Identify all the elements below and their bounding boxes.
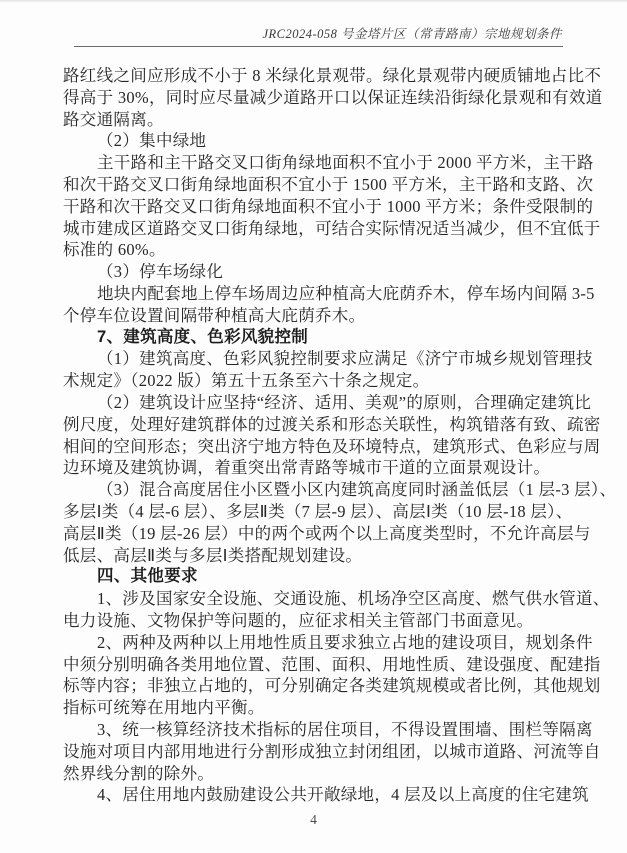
text-line: 边环境及建筑协调，着重突出常青路等城市干道的立面景观设计。 [63, 458, 551, 478]
text-line: 相间的空间形态；突出济宁地方特色及环境特点，建筑形式、色彩应与周 [63, 436, 601, 456]
text-line: 低层、高层Ⅱ类与多层Ⅰ类搭配规划建设。 [63, 545, 363, 565]
text-line: 中须分别明确各类用地位置、范围、面积、用地性质、建设强度、配建指 [63, 654, 601, 674]
text-line: 指标可统筹在用地内平衡。 [63, 698, 265, 718]
text-line: 标等内容；非独立占地的，可分别确定各类建筑规模或者比例，其他规划 [63, 676, 601, 696]
text-line: 1、涉及国家安全设施、交通设施、机场净空区高度、燃气供水管道、 [97, 589, 610, 609]
text-line: 2、两种及两种以上用地性质且要求独立占地的建设项目，规划条件 [97, 632, 593, 652]
text-line: 个停车位设置间隔带种植高大庇荫乔木。 [63, 305, 366, 325]
text-line: 得高于 30%，同时应尽量减少道路开口以保证连续沿街绿化景观和有效道 [63, 87, 603, 107]
header-title: JRC2024-058 号金塔片区（常青路南）宗地规划条件 [262, 27, 562, 41]
text-line: 干路和次干路交叉口街角绿地面积不宜小于 1000 平方米；条件受限制的 [63, 196, 594, 216]
text-line: 术规定》（2022 版）第五十五条至六十条之规定。 [63, 371, 430, 391]
text-line: 路红线之间应形成不小于 8 米绿化景观带。绿化景观带内硬质铺地占比不 [63, 66, 602, 85]
text-line: 和次干路交叉口街角绿地面积不宜小于 1500 平方米，主干路和支路、次 [63, 174, 594, 194]
text-line: 例尺度，处理好建筑群体的过渡关系和形态关联性，构筑错落有致、疏密 [63, 414, 601, 434]
text-line: （2）集中绿地 [97, 131, 207, 151]
text-line: 四、其他要求 [97, 567, 198, 586]
text-line: 高层Ⅱ类（19 层-26 层）中的两个或两个以上高度类型时，不允许高层与 [63, 523, 591, 543]
text-line: 城市建成区道路交叉口街角绿地，可结合实际情况适当减少，但不宜低于 [63, 218, 601, 238]
text-line: 设施对项目内部用地进行分割形成独立封闭组团，以城市道路、河流等自 [63, 741, 601, 761]
header-divider [74, 46, 563, 47]
text-line: 7、建筑高度、色彩风貌控制 [97, 327, 309, 346]
text-line: 然界线分割的除外。 [63, 763, 215, 783]
text-line: 3、统一核算经济技术指标的居住项目，不得设置围墙、围栏等隔离 [97, 719, 593, 739]
scan-edge-artifact [0, 0, 627, 3]
text-line: 主干路和主干路交叉口街角绿地面积不宜小于 2000 平方米，主干路 [97, 153, 594, 173]
text-line: 4、居住用地内鼓励建设公共开敞绿地，4 层及以上高度的住宅建筑 [97, 785, 589, 805]
text-line: 电力设施、文物保护等问题的，应征求相关主管部门书面意见。 [63, 610, 534, 630]
text-line: （2）建筑设计应坚持“经济、适用、美观”的原则，合理确定建筑比 [97, 392, 592, 412]
text-line: 路交通隔离。 [63, 109, 164, 129]
page-number: 4 [310, 812, 317, 827]
document-body [63, 65, 617, 806]
text-line: 地块内配套地上停车场周边应种植高大庇荫乔木，停车场内间隔 3-5 [97, 283, 595, 303]
text-line: 多层Ⅰ类（4 层-6 层）、多层Ⅱ类（7 层-9 层）、高层Ⅰ类（10 层-18 层）、 [63, 501, 573, 521]
page-footer [0, 812, 627, 828]
text-line: （3）停车场绿化 [97, 262, 224, 282]
text-line: 标准的 60%。 [63, 240, 166, 260]
text-line: （1）建筑高度、色彩风貌控制要求应满足《济宁市城乡规划管理技 [97, 349, 593, 369]
text-line: （3）混合高度居住小区暨小区内建筑高度同时涵盖低层（1 层-3 层）、 [97, 480, 617, 500]
